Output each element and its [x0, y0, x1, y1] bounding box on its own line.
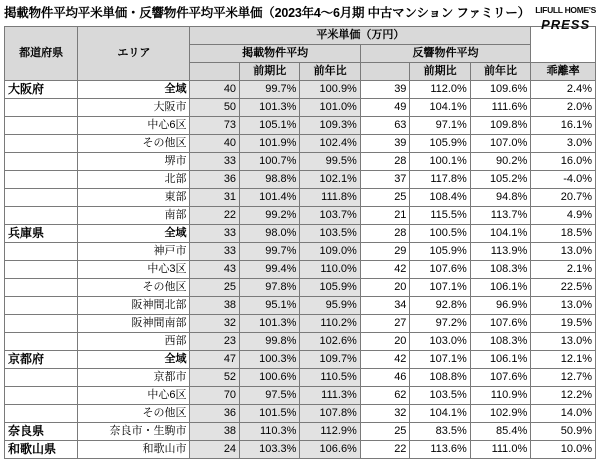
cell-listed-mom: 97.5%	[240, 387, 300, 405]
cell-response-value: 25	[360, 423, 410, 441]
cell-pref	[5, 333, 78, 351]
cell-response-mom: 100.1%	[410, 153, 470, 171]
cell-area: 全域	[78, 81, 190, 99]
table-row	[5, 81, 596, 99]
cell-listed-value: 33	[190, 225, 240, 243]
cell-listed-value: 31	[190, 189, 240, 207]
cell-gap: 16.0%	[531, 153, 596, 171]
cell-listed-yoy: 103.7%	[300, 207, 360, 225]
col-listed-value	[190, 63, 240, 81]
cell-area: 全域	[78, 225, 190, 243]
cell-listed-value: 32	[190, 315, 240, 333]
cell-listed-mom: 110.3%	[240, 423, 300, 441]
col-area: エリア	[78, 27, 190, 81]
cell-area: その他区	[78, 279, 190, 297]
cell-area: 東部	[78, 189, 190, 207]
cell-response-value: 29	[360, 243, 410, 261]
col-response-mom: 前期比	[410, 63, 470, 81]
cell-pref: 大阪府	[5, 81, 78, 99]
cell-listed-value: 22	[190, 207, 240, 225]
cell-listed-value: 25	[190, 279, 240, 297]
cell-pref	[5, 99, 78, 117]
cell-area: 阪神間南部	[78, 315, 190, 333]
cell-listed-value: 40	[190, 135, 240, 153]
cell-listed-value: 47	[190, 351, 240, 369]
cell-listed-value: 23	[190, 333, 240, 351]
cell-response-yoy: 106.1%	[470, 279, 530, 297]
cell-response-mom: 104.1%	[410, 99, 470, 117]
cell-pref: 兵庫県	[5, 225, 78, 243]
cell-response-mom: 107.1%	[410, 279, 470, 297]
cell-gap: 4.9%	[531, 207, 596, 225]
cell-listed-value: 73	[190, 117, 240, 135]
cell-listed-yoy: 109.0%	[300, 243, 360, 261]
cell-listed-value: 50	[190, 99, 240, 117]
cell-response-yoy: 113.9%	[470, 243, 530, 261]
cell-listed-mom: 98.8%	[240, 171, 300, 189]
cell-response-yoy: 96.9%	[470, 297, 530, 315]
table-row	[5, 369, 596, 387]
cell-listed-mom: 100.3%	[240, 351, 300, 369]
cell-response-value: 20	[360, 279, 410, 297]
table-row	[5, 225, 596, 243]
cell-listed-yoy: 109.7%	[300, 351, 360, 369]
table-row	[5, 189, 596, 207]
cell-response-mom: 105.9%	[410, 135, 470, 153]
cell-response-value: 62	[360, 387, 410, 405]
cell-listed-mom: 95.1%	[240, 297, 300, 315]
cell-pref	[5, 189, 78, 207]
cell-response-yoy: 111.0%	[470, 441, 530, 459]
cell-pref: 和歌山県	[5, 441, 78, 459]
cell-listed-mom: 99.2%	[240, 207, 300, 225]
cell-response-mom: 100.5%	[410, 225, 470, 243]
cell-response-value: 34	[360, 297, 410, 315]
cell-listed-yoy: 102.1%	[300, 171, 360, 189]
table-row	[5, 405, 596, 423]
col-response-yoy: 前年比	[470, 63, 530, 81]
cell-response-mom: 103.5%	[410, 387, 470, 405]
cell-gap: 12.2%	[531, 387, 596, 405]
col-response-value	[360, 63, 410, 81]
cell-gap: 2.0%	[531, 99, 596, 117]
cell-gap: 12.7%	[531, 369, 596, 387]
cell-response-value: 28	[360, 153, 410, 171]
cell-response-value: 32	[360, 405, 410, 423]
cell-response-yoy: 113.7%	[470, 207, 530, 225]
cell-listed-mom: 105.1%	[240, 117, 300, 135]
cell-area: その他区	[78, 405, 190, 423]
cell-listed-yoy: 99.5%	[300, 153, 360, 171]
cell-pref	[5, 387, 78, 405]
cell-response-yoy: 105.2%	[470, 171, 530, 189]
cell-response-yoy: 109.8%	[470, 117, 530, 135]
cell-listed-mom: 98.0%	[240, 225, 300, 243]
cell-area: 京都市	[78, 369, 190, 387]
cell-response-mom: 113.6%	[410, 441, 470, 459]
cell-response-value: 22	[360, 441, 410, 459]
cell-gap: 14.0%	[531, 405, 596, 423]
cell-area: 奈良市・生駒市	[78, 423, 190, 441]
cell-listed-mom: 103.3%	[240, 441, 300, 459]
cell-listed-mom: 97.8%	[240, 279, 300, 297]
col-listed-yoy: 前年比	[300, 63, 360, 81]
cell-area: 神戸市	[78, 243, 190, 261]
cell-pref	[5, 369, 78, 387]
table-row	[5, 99, 596, 117]
table-row	[5, 297, 596, 315]
cell-listed-mom: 101.9%	[240, 135, 300, 153]
table-row	[5, 333, 596, 351]
header-row-1	[5, 27, 596, 45]
page-title: 掲載物件平均平米単価・反響物件平均平米単価（2023年4～6月期 中古マンション ファミリー）	[4, 6, 530, 20]
cell-response-yoy: 107.6%	[470, 369, 530, 387]
cell-listed-yoy: 109.3%	[300, 117, 360, 135]
table-row	[5, 117, 596, 135]
cell-response-mom: 97.2%	[410, 315, 470, 333]
col-response-group: 反響物件平均	[360, 45, 530, 63]
cell-listed-yoy: 102.4%	[300, 135, 360, 153]
logo	[535, 1, 596, 31]
cell-pref	[5, 243, 78, 261]
cell-listed-yoy: 112.9%	[300, 423, 360, 441]
col-listed-group: 掲載物件平均	[190, 45, 360, 63]
cell-listed-yoy: 100.9%	[300, 81, 360, 99]
cell-area: 全域	[78, 351, 190, 369]
cell-gap: 2.4%	[531, 81, 596, 99]
col-listed-mom: 前期比	[240, 63, 300, 81]
table-row	[5, 387, 596, 405]
cell-response-yoy: 109.6%	[470, 81, 530, 99]
cell-area: 西部	[78, 333, 190, 351]
cell-response-mom: 97.1%	[410, 117, 470, 135]
cell-gap: 20.7%	[531, 189, 596, 207]
cell-listed-value: 33	[190, 153, 240, 171]
cell-response-mom: 117.8%	[410, 171, 470, 189]
cell-response-value: 39	[360, 135, 410, 153]
cell-gap: 19.5%	[531, 315, 596, 333]
cell-pref	[5, 207, 78, 225]
cell-listed-value: 40	[190, 81, 240, 99]
cell-listed-yoy: 105.9%	[300, 279, 360, 297]
cell-listed-value: 33	[190, 243, 240, 261]
table-row	[5, 423, 596, 441]
cell-listed-yoy: 102.6%	[300, 333, 360, 351]
table-row	[5, 153, 596, 171]
cell-response-yoy: 108.3%	[470, 333, 530, 351]
cell-pref: 京都府	[5, 351, 78, 369]
table-row	[5, 351, 596, 369]
cell-response-value: 42	[360, 351, 410, 369]
cell-listed-mom: 100.6%	[240, 369, 300, 387]
cell-gap: 50.9%	[531, 423, 596, 441]
cell-pref	[5, 405, 78, 423]
cell-response-mom: 104.1%	[410, 405, 470, 423]
cell-pref	[5, 279, 78, 297]
cell-listed-mom: 99.8%	[240, 333, 300, 351]
cell-listed-yoy: 106.6%	[300, 441, 360, 459]
cell-pref	[5, 261, 78, 279]
cell-listed-mom: 101.3%	[240, 315, 300, 333]
cell-area: 阪神間北部	[78, 297, 190, 315]
cell-response-mom: 115.5%	[410, 207, 470, 225]
cell-gap: 13.0%	[531, 333, 596, 351]
cell-listed-mom: 99.7%	[240, 243, 300, 261]
cell-response-yoy: 94.8%	[470, 189, 530, 207]
cell-response-value: 37	[360, 171, 410, 189]
cell-response-yoy: 85.4%	[470, 423, 530, 441]
col-pref: 都道府県	[5, 27, 78, 81]
cell-listed-mom: 101.4%	[240, 189, 300, 207]
cell-listed-yoy: 110.5%	[300, 369, 360, 387]
cell-gap: 13.0%	[531, 297, 596, 315]
cell-response-yoy: 110.9%	[470, 387, 530, 405]
cell-pref	[5, 315, 78, 333]
cell-area: 大阪市	[78, 99, 190, 117]
cell-response-yoy: 111.6%	[470, 99, 530, 117]
cell-response-mom: 107.6%	[410, 261, 470, 279]
table-row	[5, 207, 596, 225]
cell-gap: 3.0%	[531, 135, 596, 153]
cell-listed-yoy: 111.8%	[300, 189, 360, 207]
table-body	[5, 81, 596, 459]
cell-listed-value: 70	[190, 387, 240, 405]
cell-listed-yoy: 103.5%	[300, 225, 360, 243]
cell-response-value: 42	[360, 261, 410, 279]
cell-response-mom: 92.8%	[410, 297, 470, 315]
cell-response-yoy: 102.9%	[470, 405, 530, 423]
table-row	[5, 171, 596, 189]
cell-pref: 奈良県	[5, 423, 78, 441]
cell-listed-yoy: 107.8%	[300, 405, 360, 423]
cell-response-yoy: 90.2%	[470, 153, 530, 171]
table-head	[5, 27, 596, 81]
table-row	[5, 315, 596, 333]
cell-area: 堺市	[78, 153, 190, 171]
table-row	[5, 135, 596, 153]
cell-response-yoy: 108.3%	[470, 261, 530, 279]
cell-listed-yoy: 95.9%	[300, 297, 360, 315]
table-row	[5, 243, 596, 261]
cell-response-value: 28	[360, 225, 410, 243]
cell-area: 南部	[78, 207, 190, 225]
cell-listed-value: 43	[190, 261, 240, 279]
cell-response-yoy: 104.1%	[470, 225, 530, 243]
cell-response-mom: 83.5%	[410, 423, 470, 441]
cell-area: 北部	[78, 171, 190, 189]
cell-listed-mom: 101.5%	[240, 405, 300, 423]
cell-listed-mom: 99.4%	[240, 261, 300, 279]
cell-area: 中心6区	[78, 117, 190, 135]
cell-response-yoy: 107.6%	[470, 315, 530, 333]
col-gap: 乖離率	[531, 63, 596, 81]
cell-gap: 16.1%	[531, 117, 596, 135]
cell-listed-yoy: 101.0%	[300, 99, 360, 117]
cell-response-mom: 105.9%	[410, 243, 470, 261]
table-row	[5, 279, 596, 297]
cell-gap: 13.0%	[531, 243, 596, 261]
cell-listed-value: 38	[190, 423, 240, 441]
cell-area: 中心3区	[78, 261, 190, 279]
cell-response-value: 63	[360, 117, 410, 135]
cell-listed-mom: 99.7%	[240, 81, 300, 99]
logo-line1: LIFULL HOME'S	[535, 5, 596, 15]
cell-gap: 12.1%	[531, 351, 596, 369]
cell-response-value: 46	[360, 369, 410, 387]
cell-area: その他区	[78, 135, 190, 153]
cell-response-mom: 107.1%	[410, 351, 470, 369]
cell-pref	[5, 117, 78, 135]
cell-response-yoy: 106.1%	[470, 351, 530, 369]
cell-listed-value: 24	[190, 441, 240, 459]
cell-listed-yoy: 111.3%	[300, 387, 360, 405]
cell-listed-value: 38	[190, 297, 240, 315]
cell-pref	[5, 153, 78, 171]
cell-response-value: 20	[360, 333, 410, 351]
col-unit-price: 平米単価（万円）	[190, 27, 531, 45]
cell-gap: 18.5%	[531, 225, 596, 243]
cell-pref	[5, 135, 78, 153]
cell-listed-mom: 100.7%	[240, 153, 300, 171]
cell-response-yoy: 107.0%	[470, 135, 530, 153]
cell-gap: -4.0%	[531, 171, 596, 189]
header	[0, 0, 600, 32]
logo-line2: PRESS	[541, 17, 591, 32]
cell-listed-value: 52	[190, 369, 240, 387]
cell-listed-value: 36	[190, 171, 240, 189]
cell-response-mom: 103.0%	[410, 333, 470, 351]
cell-listed-yoy: 110.2%	[300, 315, 360, 333]
cell-response-value: 49	[360, 99, 410, 117]
cell-listed-value: 36	[190, 405, 240, 423]
cell-pref	[5, 171, 78, 189]
cell-area: 中心6区	[78, 387, 190, 405]
cell-gap: 10.0%	[531, 441, 596, 459]
cell-listed-yoy: 110.0%	[300, 261, 360, 279]
cell-gap: 22.5%	[531, 279, 596, 297]
cell-pref	[5, 297, 78, 315]
price-table	[4, 26, 596, 459]
table-row	[5, 261, 596, 279]
cell-response-mom: 108.8%	[410, 369, 470, 387]
cell-listed-mom: 101.3%	[240, 99, 300, 117]
cell-response-value: 21	[360, 207, 410, 225]
cell-response-value: 25	[360, 189, 410, 207]
cell-response-mom: 112.0%	[410, 81, 470, 99]
cell-gap: 2.1%	[531, 261, 596, 279]
cell-response-mom: 108.4%	[410, 189, 470, 207]
cell-response-value: 39	[360, 81, 410, 99]
cell-area: 和歌山市	[78, 441, 190, 459]
cell-response-value: 27	[360, 315, 410, 333]
